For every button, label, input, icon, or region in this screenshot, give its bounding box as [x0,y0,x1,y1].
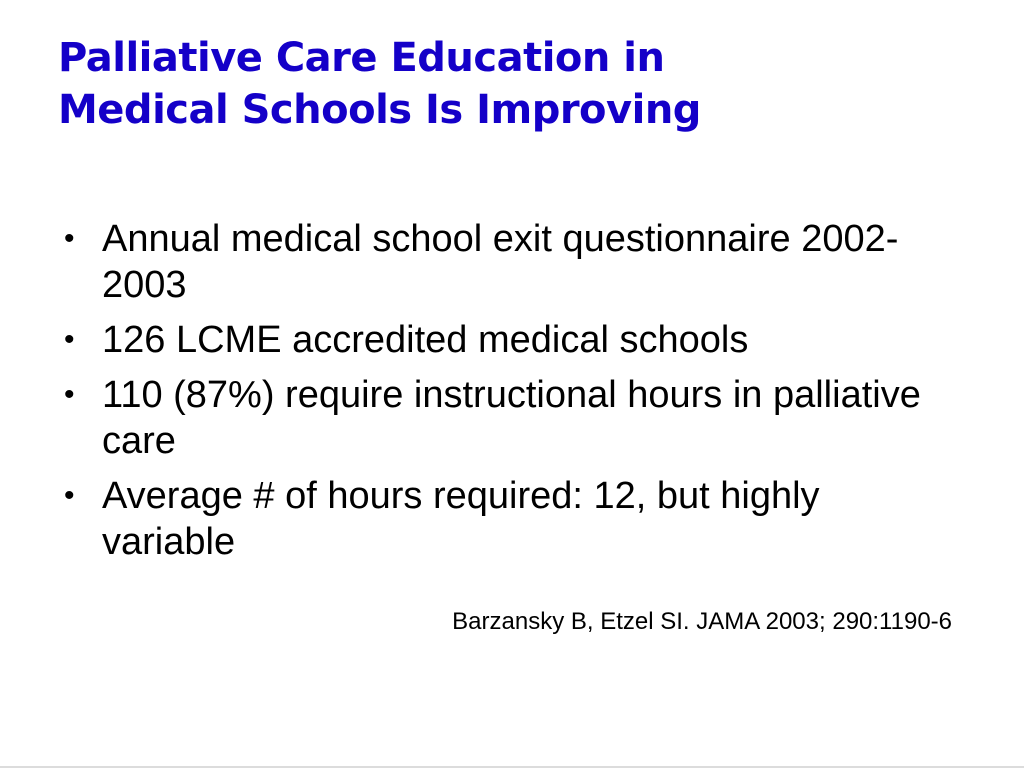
bullet-item [60,317,960,363]
bullet-item [60,372,960,464]
bullet-list [60,216,960,574]
bullet-item [60,473,960,565]
bullet-dot-icon: • [64,378,75,411]
bullet-text: Average # of hours required: 12, but highly variable [102,475,820,563]
bullet-text: Annual medical school exit questionnaire 2002-2003 [102,218,899,306]
bullet-text: 110 (87%) require instructional hours in palliative care [102,374,921,462]
slide-title-line-2: Medical Schools Is Improving [58,87,701,133]
bullet-dot-icon: • [64,323,75,356]
bullet-item [60,216,960,308]
bullet-dot-icon: • [64,479,75,512]
bullet-text: 126 LCME accredited medical schools [102,319,749,361]
citation: Barzansky B, Etzel SI. JAMA 2003; 290:1190-6 [452,608,952,635]
slide-title-line-1: Palliative Care Education in [58,35,665,81]
slide-title [58,32,978,136]
bullet-dot-icon: • [64,222,75,255]
